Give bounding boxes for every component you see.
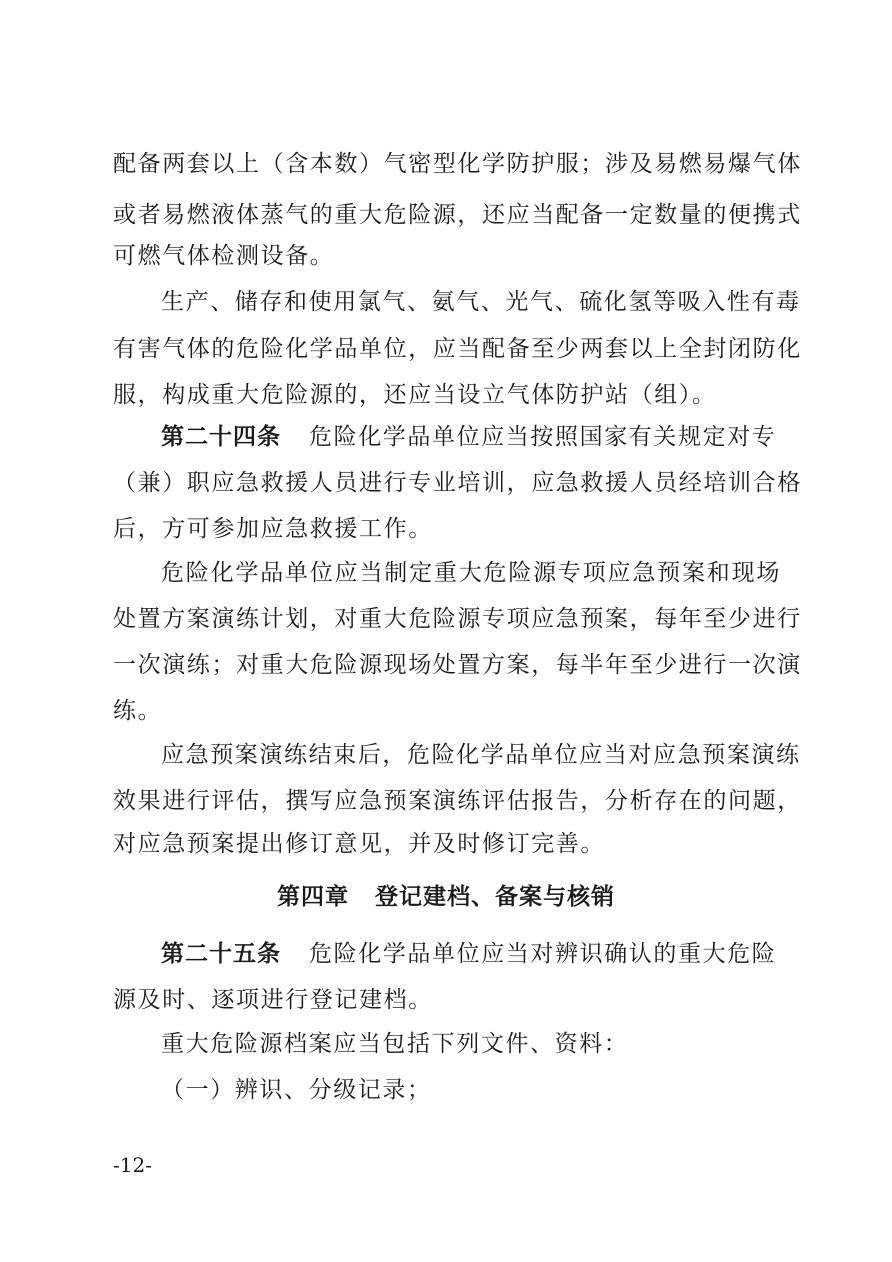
article-25-first-line (161, 931, 781, 977)
chapter-heading (0, 874, 892, 920)
text-line: 有害气体的危险化学品单位，应当配备至少两套以上全封闭防化 (113, 336, 802, 362)
text-line: 源及时、逐项进行登记建档。 (113, 987, 433, 1013)
article-24-first-line (161, 414, 781, 460)
text-line: 配备两套以上（含本数）气密型化学防护服；涉及易燃易爆气体 (113, 151, 802, 177)
text-line: 处置方案演练计划，对重大危险源专项应急预案，每年至少进行 (113, 606, 802, 632)
text-line: 后，方可参加应急救援工作。 (113, 516, 433, 542)
text-line: 危险化学品单位应当按照国家有关规定对专 (309, 424, 777, 450)
text-line: （兼）职应急救援人员进行专业培训，应急救援人员经培训合格 (113, 470, 802, 496)
text-line: 对应急预案提出修订意见，并及时修订完善。 (113, 831, 605, 857)
article-number: 第二十五条 (161, 941, 281, 967)
text-line: 练。 (113, 698, 163, 724)
chapter-title: 登记建档、备案与核销 (375, 884, 615, 910)
text-line: 效果进行评估，撰写应急预案演练评估报告，分析存在的问题， (113, 788, 802, 814)
text-line: 危险化学品单位应当制定重大危险源专项应急预案和现场 (161, 560, 781, 586)
article-number: 第二十四条 (161, 424, 281, 450)
text-line: 服，构成重大危险源的，还应当设立气体防护站（组）。 (113, 382, 717, 408)
text-line: 一次演练；对重大危险源现场处置方案，每半年至少进行一次演 (113, 652, 802, 678)
page-number: -12- (113, 1153, 152, 1177)
text-line: 可燃气体检测设备。 (113, 243, 335, 269)
text-line: 应急预案演练结束后，危险化学品单位应当对应急预案演练 (161, 742, 801, 768)
text-line: 危险化学品单位应当对辨识确认的重大危险 (309, 941, 777, 967)
text-line: 重大危险源档案应当包括下列文件、资料： (161, 1031, 629, 1057)
chapter-number: 第四章 (277, 884, 349, 910)
text-line: 生产、储存和使用氯气、氨气、光气、硫化氢等吸入性有毒 (161, 289, 801, 315)
text-line: 或者易燃液体蒸气的重大危险源，还应当配备一定数量的便携式 (113, 202, 802, 228)
list-item: （一）辨识、分级记录； (161, 1077, 432, 1103)
